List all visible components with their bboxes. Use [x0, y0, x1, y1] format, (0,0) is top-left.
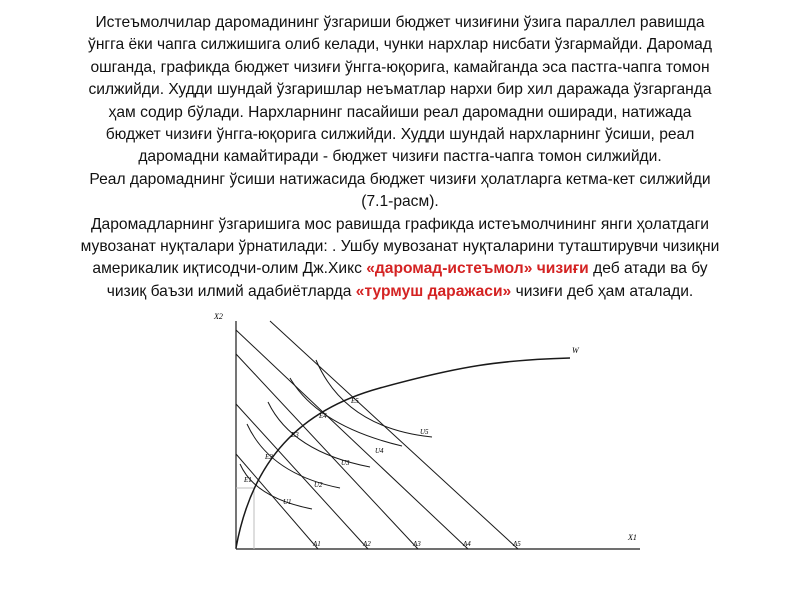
indifference-curve-4	[290, 378, 402, 446]
budget-line-label-5: A5	[513, 540, 521, 548]
x-axis-label: X1	[628, 533, 637, 542]
text-line-13-start: чизиқ баъзи илмий адабиётларда	[106, 282, 356, 300]
income-consumption-curve-w	[236, 358, 570, 548]
equilibrium-label-5: E5	[351, 397, 359, 405]
text-line-11: мувозанат нуқталари ўрнатилади: . Ушбу мувозанат нуқталарини туташтирувчи чизиқни	[80, 238, 720, 256]
highlight-standard-of-living: «турмуш даражаси»	[355, 282, 512, 300]
text-line-2: ўнгга ёки чапга силжишига олиб келади, чунки нархлар нисбати ўзгармайди. Даромад	[88, 36, 712, 54]
budget-line-3	[236, 354, 418, 549]
text-line-12-end: деб атади ва бу	[588, 260, 708, 278]
indifference-label-3: U3	[341, 459, 350, 467]
y-axis-label: X2	[214, 312, 223, 321]
text-line-6: бюджет чизиғи ўнгга-юқорига силжийди. Худди шундай нархларнинг ўсиши, реал	[105, 126, 695, 144]
text-line-5: ҳам содир бўлади. Нархларнинг пасайиши реал даромадни оширади, натижада	[108, 103, 692, 121]
indifference-label-2: U2	[314, 481, 323, 489]
indifference-label-1: U1	[283, 498, 292, 506]
equilibrium-label-3: E3	[291, 431, 299, 439]
indifference-label-4: U4	[375, 447, 384, 455]
budget-line-4	[236, 330, 468, 549]
text-line-8: Реал даромаднинг ўсиши натижасида бюджет чизиғи ҳолатларга кетма-кет силжийди	[89, 170, 711, 188]
budget-line-label-3: A3	[413, 540, 421, 548]
text-line-10: Даромадларнинг ўзгаришига мос равишда графикда истеъмолчининг янги ҳолатдаги	[91, 215, 709, 233]
curve-label-w: W	[572, 346, 579, 355]
budget-line-label-4: A4	[463, 540, 471, 548]
text-line-13-end: чизиғи деб ҳам аталади.	[511, 282, 694, 300]
budget-line-label-2: A2	[363, 540, 371, 548]
text-line-3: ошганда, графикда бюджет чизиғи ўнгга-юқорига, камайганда эса пастга-чапга томон	[90, 58, 710, 76]
text-line-4: силжийди. Худди шундай ўзгаришлар неъматлар нархи бир хил даражада ўзгарганда	[88, 81, 712, 99]
text-line-1: Истеъмолчилар даромадининг ўзгариши бюджет чизиғини ўзига параллел равишда	[95, 14, 705, 31]
highlight-income-consumption-curve: «даромад-истеъмол» чизиғи	[366, 260, 589, 278]
equilibrium-label-2: E2	[265, 453, 273, 461]
budget-line-label-1: A1	[313, 540, 321, 548]
text-line-7: даромадни камайтиради - бюджет чизиғи пастга-чапга томон силжийди.	[138, 148, 662, 166]
indifference-curve-5	[316, 360, 432, 437]
budget-line-5	[270, 321, 518, 549]
text-line-9: (7.1-расм).	[361, 193, 439, 211]
indifference-label-5: U5	[420, 428, 429, 436]
text-line-12-start: америкалик иқтисодчи-олим Дж.Хикс	[92, 260, 367, 278]
equilibrium-label-4: E4	[319, 412, 327, 420]
equilibrium-label-1: E1	[244, 476, 252, 484]
